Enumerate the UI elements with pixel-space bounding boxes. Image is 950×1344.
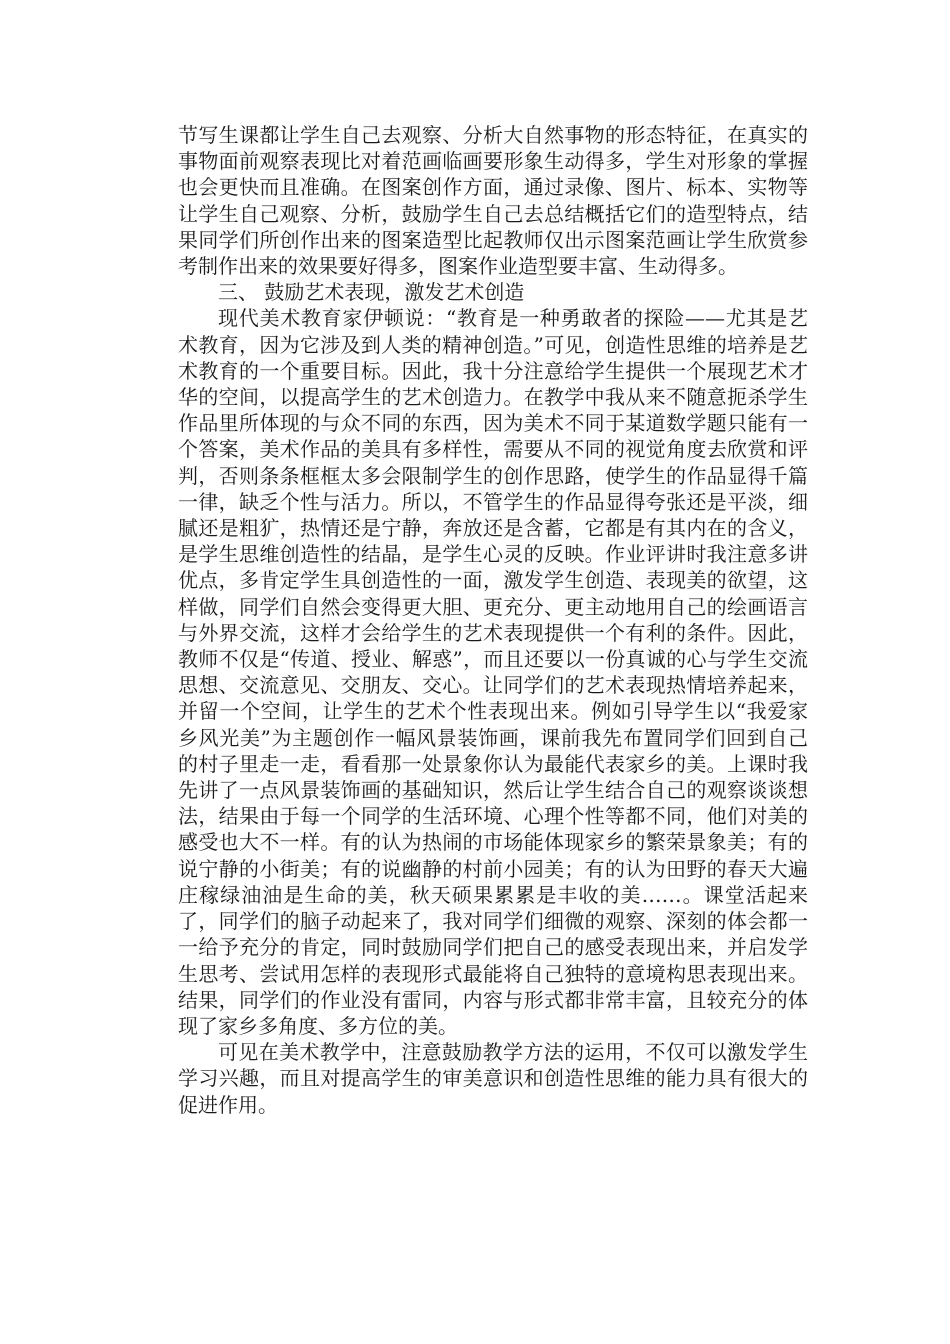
section-heading: 三、 鼓励艺术表现，激发艺术创造 xyxy=(218,280,525,305)
paragraph-main: 现代美术教育家伊顿说：“教育是一种勇敢者的探险——尤其是艺术教育，因为它涉及到人类的精神创造。”可见，创造性思维的培养是艺术教育的一个重要目标。因此，我十分注意给学生提供一个展现艺术才华的空间，以提高学生的艺术创造力。在教学中我从来不随意扼杀学生作品里所体现的与众不同的东西，因为美术不同于某道数学题只能有一个答案，美术作品的美具有多样性，需要从不同的视觉角度去欣赏和评判，否则条条框框太多会限制学生的创作思路，使学生的作品显得千篇一律，缺乏个性与活力。所以，不管学生的作品显得夸张还是平淡，细腻还是粗犷，热情还是宁静，奔放还是含蓄，它都是有其内在的含义，是学生思维创造性的结晶，是学生心灵的反映。作业评讲时我注意多讲优点，多肯定学生具创造性的一面，激发学生创造、表现美的欲望，这样做，同学们自然会变得更大胆、更充分、更主动地用自己的绘画语言与外界交流，这样才会给学生的艺术表现提供一个有利的条件。因此，教师不仅是“传道、授业、解惑”，而且还要以一份真诚的心与学生交流思想、交流意见、交朋友、交心。让同学们的艺术表现热情培养起来，并留一个空间，让学生的艺术个性表现出来。例如引导学生以“我爱家乡风光美”为主题创作一幅风景装饰画，课前我先布置同学们回到自己的村子里走一走，看看那一处景象你认为最能代表家乡的美。上课时我先讲了一点风景装饰画的基础知识，然后让学生结合自己的观察谈谈想法，结果由于每一个同学的生活环境、心理个性等都不同，他们对美的感受也大不一样。有的认为热闹的市场能体现家乡的繁荣景象美；有的说宁静的小街美；有的说幽静的村前小园美；有的认为田野的春天大遍庄稼绿油油是生命的美，秋天硕果累累是丰收的美……。课堂活起来了，同学们的脑子动起来了，我对同学们细微的观察、深刻的体会都一一给予充分的肯定，同时鼓励同学们把自己的感受表现出来，并启发学生思考、尝试用怎样的表现形式最能将自己独特的意境构思表现出来。结果，同学们的作业没有雷同，内容与形式都非常丰富，且较充分的体现了家乡多角度、多方位的美。 xyxy=(178,306,808,1038)
paragraph-continuation: 节写生课都让学生自己去观察、分析大自然事物的形态特征，在真实的事物面前观察表现比对着范画临画要形象生动得多，学生对形象的掌握也会更快而且准确。在图案创作方面，通过录像、图片、标本、实物等让学生自己观察、分析，鼓励学生自己去总结概括它们的造型特点，结果同学们所创作出来的图案造型比起教师仅出示图案范画让学生欣赏参考制作出来的效果要好得多，图案作业造型要丰富、生动得多。 xyxy=(178,123,808,279)
paragraph-conclusion: 可见在美术教学中，注意鼓励教学方法的运用，不仅可以激发学生学习兴趣，而且对提高学生的审美意识和创造性思维的能力具有很大的促进作用。 xyxy=(178,1040,808,1117)
document-body xyxy=(178,122,808,1118)
